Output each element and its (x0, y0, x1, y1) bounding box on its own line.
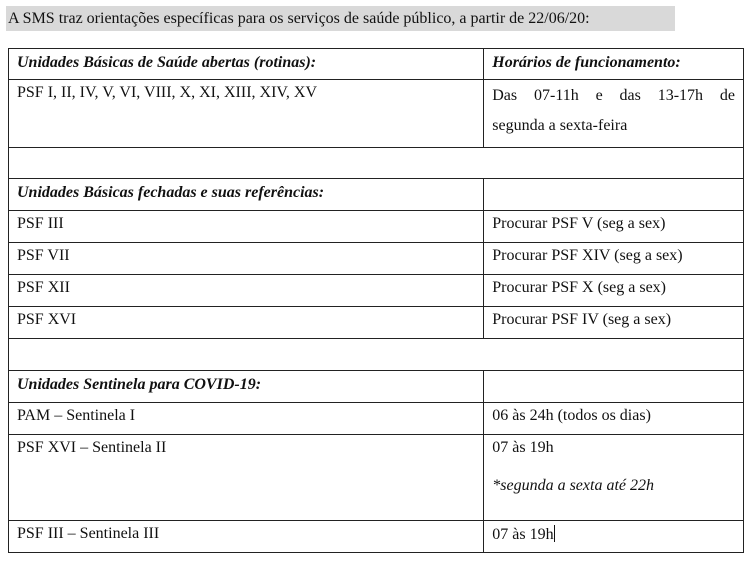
closed-units-header: Unidades Básicas fechadas e suas referências: (9, 179, 484, 211)
closed-unit: PSF XVI (9, 307, 484, 339)
closed-unit-ref: Procurar PSF IV (seg a sex) (484, 307, 744, 339)
closed-unit: PSF III (9, 211, 484, 243)
sentinel-units-header: Unidades Sentinela para COVID-19: (9, 371, 484, 403)
closed-unit-ref: Procurar PSF V (seg a sex) (484, 211, 744, 243)
sentinel-hours: 07 às 19h (492, 439, 554, 456)
table-row (9, 49, 744, 80)
sentinel-unit: PSF III – Sentinela III (9, 521, 484, 553)
open-hours-line2: segunda a sexta-feira (492, 117, 628, 134)
health-units-table (8, 48, 744, 553)
sentinel-hours-cell (484, 435, 744, 521)
open-units-list: PSF I, II, IV, V, VI, VIII, X, XI, XIII, XIV, XV (9, 80, 484, 148)
table-row (9, 403, 744, 435)
sentinel-hours: 06 às 24h (todos os dias) (484, 403, 744, 435)
spacer-row (9, 339, 744, 371)
closed-units-header-right (484, 179, 744, 211)
open-units-header: Unidades Básicas de Saúde abertas (rotinas): (9, 49, 484, 80)
sentinel-note: *segunda a sexta até 22h (492, 477, 654, 494)
sentinel-unit: PAM – Sentinela I (9, 403, 484, 435)
open-hours-line1: Das 07-11h e das 13-17h de (492, 87, 735, 104)
table-row (9, 179, 744, 211)
table-row (9, 211, 744, 243)
table-row (9, 80, 744, 148)
spacer-cell (9, 339, 744, 371)
closed-unit: PSF VII (9, 243, 484, 275)
open-units-hours (484, 80, 744, 148)
text-cursor (554, 525, 555, 542)
table-row (9, 243, 744, 275)
spacer-row (9, 148, 744, 179)
table-row (9, 307, 744, 339)
table-row (9, 275, 744, 307)
sentinel-unit: PSF XVI – Sentinela II (9, 435, 484, 521)
closed-unit: PSF XII (9, 275, 484, 307)
sentinel-header-right (484, 371, 744, 403)
closed-unit-ref: Procurar PSF XIV (seg a sex) (484, 243, 744, 275)
table-row (9, 521, 744, 553)
intro-text: A SMS traz orientações específicas para os serviços de saúde público, a partir de 22/06/20: (6, 6, 675, 31)
sentinel-hours-cell[interactable] (484, 521, 744, 553)
closed-unit-ref: Procurar PSF X (seg a sex) (484, 275, 744, 307)
table-row (9, 435, 744, 521)
table-row (9, 371, 744, 403)
spacer-cell (9, 148, 744, 179)
hours-header: Horários de funcionamento: (484, 49, 744, 80)
sentinel-hours: 07 às 19h (492, 526, 554, 543)
